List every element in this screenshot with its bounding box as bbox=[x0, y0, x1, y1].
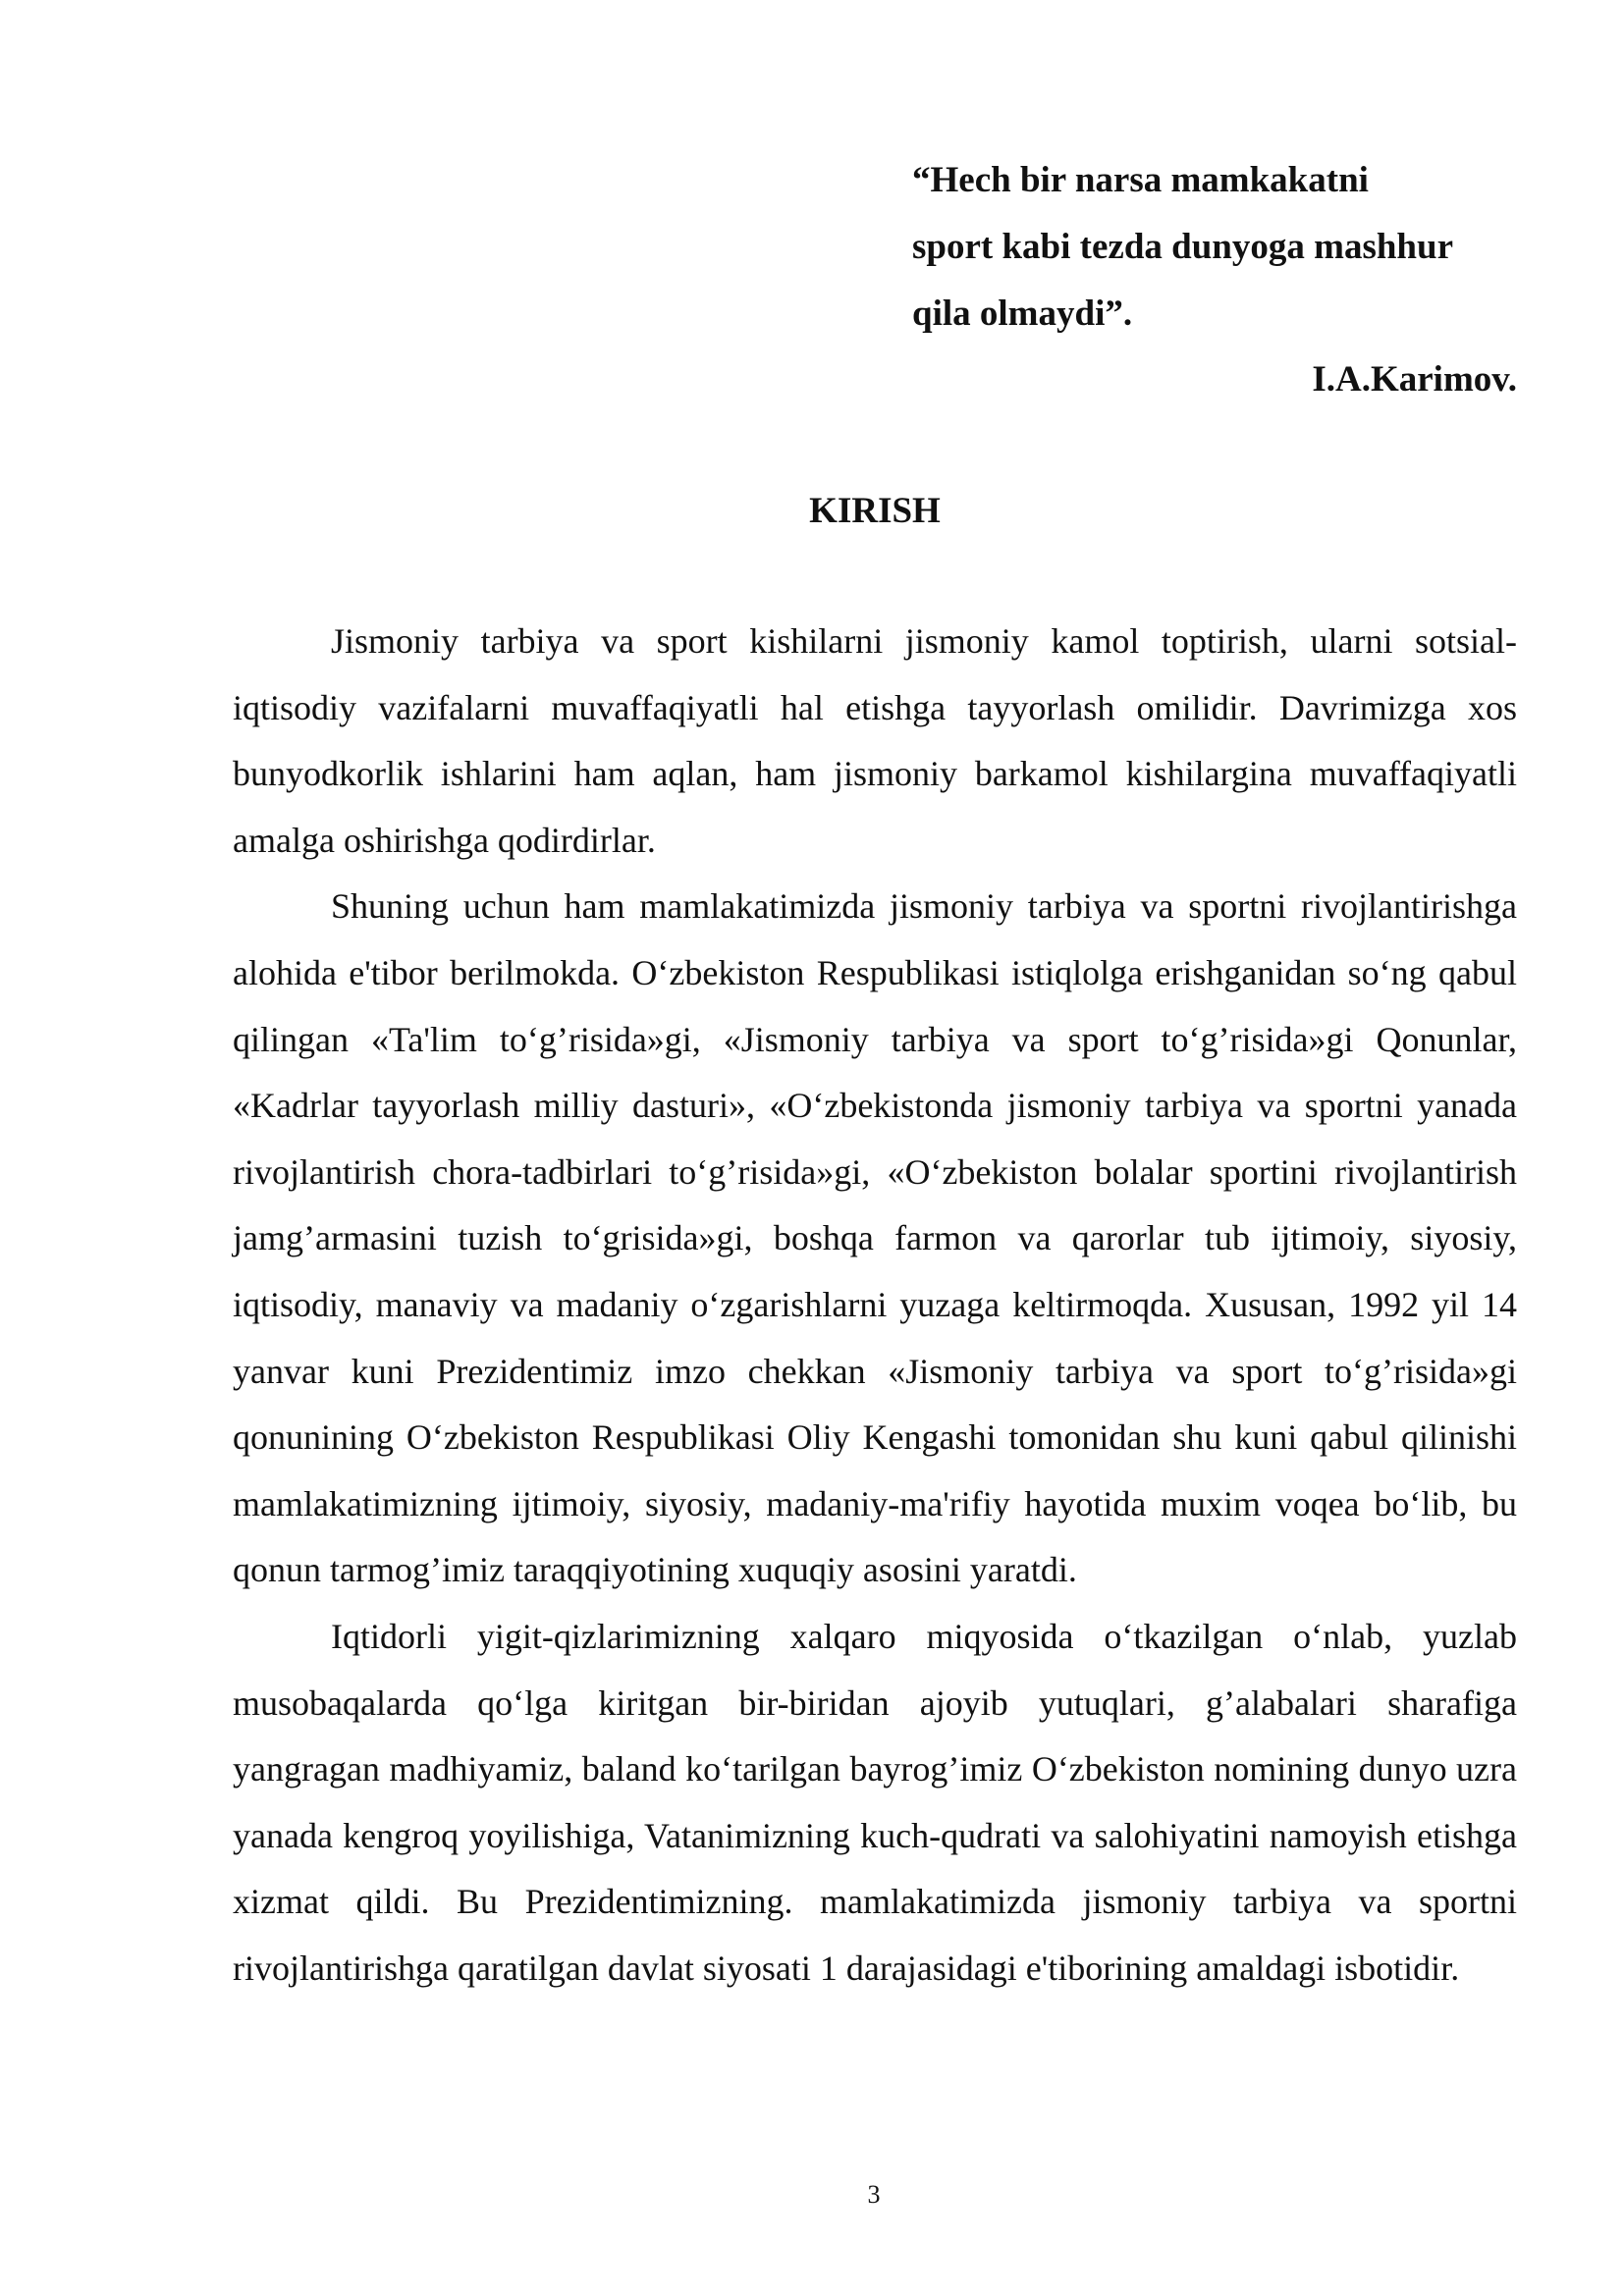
epigraph-line: qila olmaydi”. bbox=[912, 294, 1133, 334]
epigraph-line: “Hech bir narsa mamkakatni bbox=[912, 160, 1369, 200]
paragraph: Iqtidorli yigit-qizlarimizning xalqaro miqyosida o‘tkazilgan o‘nlab, yuzlab musobaqalarda qo‘lga kiritgan bir-biridan ajoyib yutuqlari, g’alabalari sharafiga yangragan madhiyamiz, baland ko‘tarilgan bayrog’imiz O‘zbekiston nomining dunyo uzra yanada kengroq yoyilishiga, Vatanimizning kuch-qudrati va salohiyatini namoyish etishga xizmat qildi. Bu Prezidentimizning. mamlakatimizda jismoniy tarbiya va sportni rivojlantirishga qaratilgan davlat siyosati 1 darajasidagi e'tiborining amaldagi isbotidir. bbox=[233, 1616, 1517, 1988]
epigraph-quote bbox=[912, 147, 1517, 347]
paragraph: Shuning uchun ham mamlakatimizda jismoniy tarbiya va sportni rivojlantirishga alohida e'tibor berilmokda. O‘zbekiston Respublikasi istiqlolga erishganidan so‘ng qabul qilingan «Ta'lim to‘g’risida»gi, «Jismoniy tarbiya va sport to‘g’risida»gi Qonunlar, «Kadrlar tayyorlash milliy dasturi», «O‘zbekistonda jismoniy tarbiya va sportni yanada rivojlantirish chora-tadbirlari to‘g’risida»gi, «O‘zbekiston bolalar sportini rivojlantirish jamg’armasini tuzish to‘grisida»gi, boshqa farmon va qarorlar tub ijtimoiy, siyosiy, iqtisodiy, manaviy va madaniy o‘zgarishlarni yuzaga keltirmoqda. Xususan, 1992 yil 14 yanvar kuni Prezidentimiz imzo chekkan «Jismoniy tarbiya va sport to‘g’risida»gi qonunining O‘zbekiston Respublikasi Oliy Kengashi tomonidan shu kuni qabul qilinishi mamlakatimizning ijtimoiy, siyosiy, madaniy-ma'rifiy hayotida muxim voqea bo‘lib, bu qonun tarmog’imiz taraqqiyotining xuquqiy asosini yaratdi. bbox=[233, 886, 1517, 1590]
epigraph-author: I.A.Karimov. bbox=[1312, 359, 1517, 400]
section-heading: KIRISH bbox=[809, 491, 941, 531]
epigraph-line: sport kabi tezda dunyoga mashhur bbox=[912, 227, 1454, 267]
page-number: 3 bbox=[867, 2180, 881, 2209]
paragraph: Jismoniy tarbiya va sport kishilarni jismoniy kamol toptirish, ularni sotsial-iqtisodiy vazifalarni muvaffaqiyatli hal etishga tayyorlash omilidir. Davrimizga xos bunyodkorlik ishlarini ham aqlan, ham jismoniy barkamol kishilargina muvaffaqiyatli amalga oshirishga qodirdirlar. bbox=[233, 621, 1517, 860]
body-text bbox=[233, 609, 1517, 2002]
